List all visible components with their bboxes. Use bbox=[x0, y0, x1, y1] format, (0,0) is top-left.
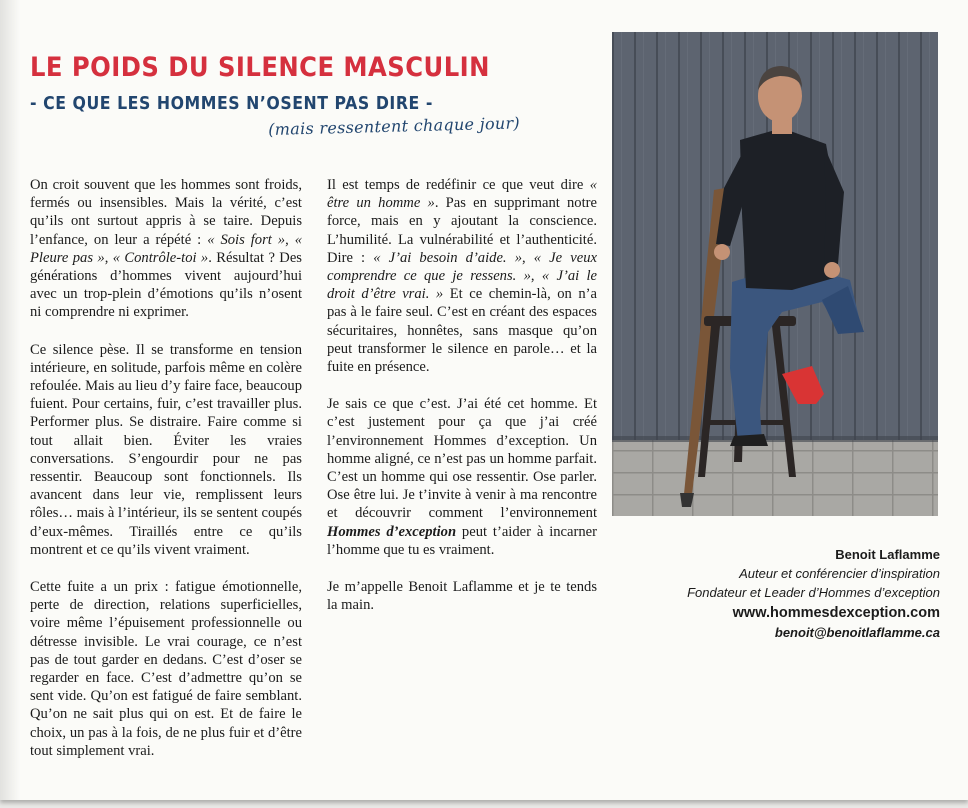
author-role: Fondateur et Leader d’Hommes d’exception bbox=[687, 585, 940, 600]
paragraph: On croit souvent que les hommes sont froids, fermés ou insensibles. Mais la vérité, c’est qu’ils ont surtout appris à se taire. Depuis l’enfance, on leur a répété : « Sois fort », « Pleure pas », « Contrôle-toi ». Résultat ? Des générations d’hommes vivent aujourd’hui avec un trop-plein d’émotions qu’ils n’osent ni comprendre ni exprimer. bbox=[30, 177, 303, 321]
page-gutter-shadow bbox=[0, 0, 20, 800]
author-credit bbox=[610, 545, 940, 642]
paragraph: Je sais ce que c’est. J’ai été cet homme. Et c’est justement pour ça que j’ai créé l’environnement Hommes d’exception. Un homme aligné, ce n’est pas un homme parfait. C’est un homme qui ose ressentir. Ose parler. Ose être lui. Je t’invite à venir à ma rencontre et découvrir comment l’environnement Hommes d’exception peut t’aider à incarner l’homme que tu es vraiment. bbox=[327, 396, 597, 558]
author-photo bbox=[612, 32, 938, 516]
paragraph: Je m’appelle Benoit Laflamme et je te tends la main. bbox=[327, 579, 597, 614]
text-column-middle bbox=[327, 176, 597, 633]
brand-name-emphasis: Hommes d’exception bbox=[327, 523, 457, 540]
email-link[interactable]: benoit@benoitlaflamme.ca bbox=[774, 625, 940, 640]
text-column-left bbox=[30, 176, 302, 779]
paragraph: Il est temps de redéfinir ce que veut dire « être un homme ». Pas en supprimant notre force, mais en y ajoutant la conscience. L’humilité. La vulnérabilité et l’authenticité. Dire : « J’ai besoin d’aide. », « Je veux comprendre ce que je ressens. », « J’ai le droit d’être vrai. » Et ce chemin-là, on n’a pas à le faire seul. C’est en créant des espaces sécuritaires, honnêtes, sans masque qu’on peut transformer le silence en parole… et la fuite en présence. bbox=[327, 177, 598, 376]
paragraph: Cette fuite a un prix : fatigue émotionnelle, perte de direction, relations superficielles, voire même l’épuisement professionnelle ou détresse invisible. Le vrai courage, ce n’est pas de tout garder en dedans. C’est d’oser se regarder en face. C’est d’admettre qu’on se sent vide. Qu’on est fatigué de faire semblant. Qu’on ne sait plus qui on est. Et de faire le choix, un pas à la fois, de ne plus fuir et d’être tout simplement vrai. bbox=[30, 579, 302, 759]
article-title: LE POIDS DU SILENCE MASCULIN bbox=[30, 52, 490, 83]
website-link[interactable]: www.hommesdexception.com bbox=[732, 605, 940, 621]
author-role: Auteur et conférencier d’inspiration bbox=[739, 566, 940, 581]
author-name: Benoit Laflamme bbox=[835, 547, 940, 562]
article-subtitle: - CE QUE LES HOMMES N’OSENT PAS DIRE - bbox=[30, 94, 433, 114]
handwritten-aside: (mais ressentent chaque jour) bbox=[268, 113, 521, 139]
paragraph: Ce silence pèse. Il se transforme en tension intérieure, en solitude, parfois même en colère refoulée. Mais au lieu d’y faire face, beaucoup fuient. Pour certains, fuir, c’est travailler plus. Performer plus. Se distraire. Faire comme si tout allait bien. Éviter les vraies conversations. S’engourdir pour ne pas ressentir. Beaucoup sont fonctionnels. Ils avancent dans leur vie, remplissent leurs rôles… mais à l’intérieur, ils se sentent coupés d’eux-mêmes. Tiraillés entre ce qu’ils montrent et ce qu’ils vivent vraiment. bbox=[30, 341, 302, 558]
